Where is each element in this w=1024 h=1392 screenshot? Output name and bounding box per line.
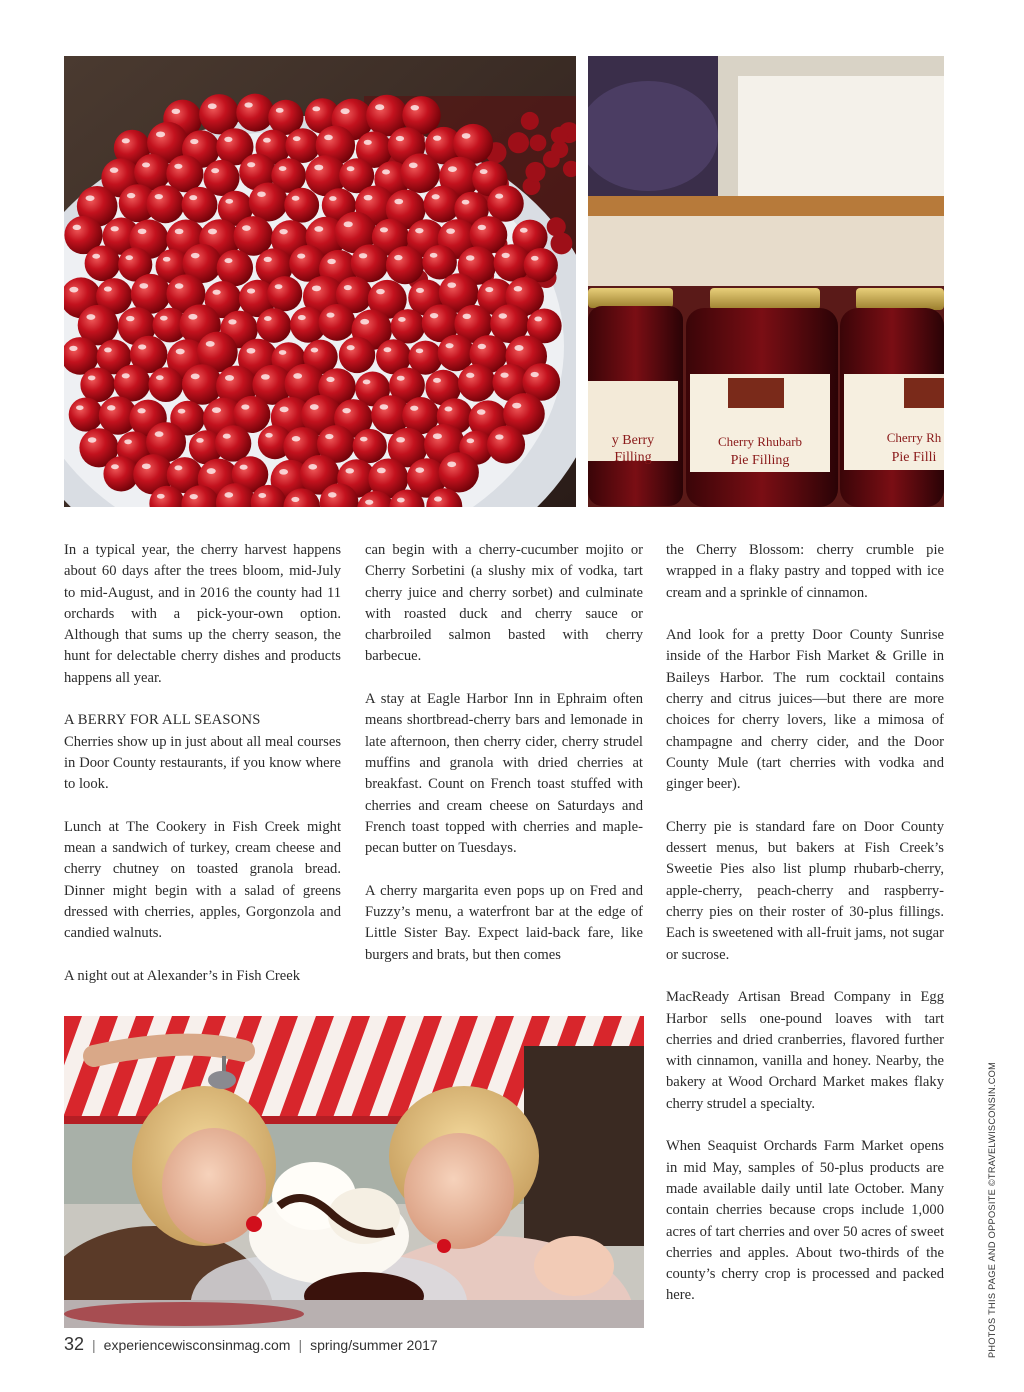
cherry-highlight (206, 341, 215, 347)
cherry-highlight (377, 468, 386, 474)
jar-right-label-line2: Pie Filli (891, 450, 937, 465)
cherry-highlight (446, 343, 454, 348)
cherry-highlight (247, 162, 255, 167)
jar-right-label-line1: Cherry Rh (886, 430, 942, 445)
cherry-highlight (107, 405, 115, 410)
cherry-highlight (279, 350, 287, 355)
cherry (146, 185, 184, 223)
text-column-3 (666, 540, 944, 1328)
cherry-highlight (208, 103, 217, 109)
cherry-highlight (86, 195, 95, 201)
cherry-highlight (344, 221, 353, 227)
cherry-highlight (327, 259, 335, 264)
cherry-highlight (397, 498, 405, 503)
paragraph: A night out at Alexander’s in Fish Creek (64, 967, 301, 984)
cherry-highlight (500, 372, 508, 377)
cherry-highlight (410, 406, 418, 411)
cherry-highlight (446, 228, 455, 234)
cherry-highlight (531, 372, 539, 377)
cherry-highlight (396, 136, 404, 141)
cherry-highlight (328, 492, 337, 497)
cherry-highlight (138, 344, 146, 349)
cherry (80, 367, 115, 402)
cherry-highlight (433, 433, 442, 439)
cherry-highlight (224, 258, 232, 263)
cherry-highlight (138, 229, 147, 235)
cherry-highlight (189, 195, 197, 200)
cherry-highlight (398, 317, 406, 322)
cherry-highlight (155, 431, 164, 437)
cherry-highlight (415, 228, 423, 233)
page-number: 32 (64, 1334, 85, 1354)
cherry (353, 429, 387, 463)
cherry-highlight (124, 439, 132, 444)
cherry-highlight (312, 285, 321, 291)
cherry-highlight (447, 282, 456, 288)
cherry-highlight (324, 135, 333, 141)
cherry-highlight (176, 349, 185, 355)
cherry (521, 112, 539, 130)
footer-issue: spring/summer 2017 (310, 1337, 438, 1353)
cherry-highlight (175, 229, 184, 235)
cherry-highlight (365, 500, 373, 505)
cherry-highlight (499, 313, 508, 318)
cherry-highlight (264, 257, 272, 262)
cherry (249, 183, 288, 222)
cherry-highlight (462, 200, 470, 205)
cherry-highlight (190, 494, 198, 499)
cherry (284, 188, 319, 223)
cherry (351, 244, 389, 282)
cherries-photo-graphic (64, 56, 576, 507)
cherry-highlight (326, 312, 334, 317)
cherry-highlight (478, 225, 486, 230)
cherry (487, 185, 523, 221)
cherry (85, 246, 121, 282)
cherry-highlight (297, 254, 305, 259)
cherry-highlight (463, 314, 471, 319)
cherry-highlight (155, 194, 163, 199)
cherry (114, 365, 151, 402)
cherry-highlight (175, 283, 184, 288)
cherry (439, 452, 479, 492)
jar-left-label-line1: y Berry (611, 433, 655, 448)
cherry-highlight (276, 108, 284, 113)
cherries-bowl-photo (64, 56, 576, 507)
cherry-highlight (110, 167, 119, 172)
cherry-highlight (467, 438, 475, 443)
cherry (508, 132, 529, 153)
cherry-highlight (416, 348, 424, 353)
cherry-highlight (376, 289, 385, 294)
cherry-highlight (360, 437, 368, 442)
cherry-highlight (430, 253, 438, 258)
cherry-highlight (416, 288, 424, 293)
cherry-highlight (326, 377, 334, 382)
cherry-highlight (462, 133, 471, 139)
photo-credit: PHOTOS THIS PAGE AND OPPOSITE ©TRAVELWISCONSIN.COM (987, 1061, 997, 1358)
paragraph: Lunch at The Cookery in Fish Creek might mean a sandwich of turkey, cream cheese and cherry chutney on toasted granola bread. Dinner might begin with a salad of greens dressed with cherries, apples, Gorgonzola and candied walnuts. (64, 818, 341, 942)
cherry (458, 364, 496, 402)
cherry-highlight (104, 348, 112, 353)
cherry-highlight (415, 467, 424, 473)
jar-left-label-line2: Filling (614, 450, 652, 465)
cherry (525, 162, 545, 182)
cherry-highlight (310, 404, 319, 410)
cherry-highlight (137, 408, 145, 413)
kids-photo-graphic (64, 1016, 644, 1328)
cherry-highlight (347, 166, 355, 171)
cherry-highlight (359, 253, 367, 258)
cherry-highlight (88, 437, 97, 442)
cherry-highlight (225, 199, 233, 204)
cherry-highlight (293, 136, 301, 141)
cherry (438, 335, 475, 372)
pie-filling-jars-photo (588, 56, 944, 507)
cherry-highlight (191, 253, 200, 258)
cherry-highlight (257, 191, 266, 196)
cherry-highlight (434, 497, 442, 502)
footer-separator: | (298, 1337, 303, 1353)
cherry (422, 245, 456, 279)
cherry-highlight (104, 287, 112, 292)
section-subhead: A BERRY FOR ALL SEASONS (64, 712, 261, 729)
paragraph: A cherry margarita even pops up on Fred and Fuzzy’s menu, a waterfront bar at the edge of Little Sister Bay. Expect laid-back fare, like burgers and brats, but then comes (365, 882, 643, 963)
paragraph: can begin with a cherry-cucumber mojito or Cherry Sorbetini (a slushy mix of vodka, tart cherry juice and cherry sorbet) and culminate with roasted duck and cherry sauce or charbroiled salmon basted with cherry barbecue. (365, 542, 643, 665)
cherry-highlight (211, 168, 219, 173)
cherry-highlight (174, 164, 182, 169)
cherry-highlight (478, 344, 486, 349)
cherry-highlight (244, 102, 252, 107)
cherry-highlight (325, 434, 333, 439)
cherry-highlight (208, 229, 217, 235)
text-column-2 (365, 540, 643, 987)
cherry-highlight (263, 138, 271, 143)
cherry-highlight (384, 347, 392, 352)
cherry-highlight (346, 468, 354, 473)
cherry-highlight (409, 163, 418, 169)
cherry-highlight (156, 375, 164, 380)
cherry-highlight (69, 287, 78, 293)
cherry-highlight (430, 313, 438, 318)
cherry-highlight (375, 104, 384, 110)
cherry-highlight (466, 373, 474, 378)
cherry (236, 94, 274, 132)
cherry (386, 246, 424, 284)
cherry-highlight (111, 226, 119, 231)
cherry-highlight (433, 378, 441, 383)
cherry (182, 187, 218, 223)
cherry (285, 128, 320, 163)
children-sundae-photo (64, 1016, 644, 1328)
cherry (319, 304, 356, 341)
cherry (400, 153, 440, 193)
cherry-highlight (340, 108, 349, 114)
cherry-highlight (448, 166, 457, 172)
cherry-highlight (223, 434, 231, 439)
cherry-highlight (156, 131, 165, 137)
cherry-highlight (444, 406, 452, 411)
cherry-highlight (360, 319, 369, 325)
cherry-highlight (495, 434, 503, 439)
cherry-highlight (247, 348, 256, 354)
cherry-highlight (126, 316, 134, 321)
cherry-highlight (142, 463, 151, 469)
cherry-highlight (329, 196, 336, 201)
cherry-highlight (157, 494, 165, 499)
cherry (148, 367, 183, 402)
cherry-highlight (433, 135, 441, 140)
cherry-highlight (247, 288, 255, 293)
cherry-highlight (495, 194, 503, 199)
cherry-highlight (314, 165, 323, 171)
cherry-highlight (314, 226, 323, 232)
cherry-highlight (188, 314, 197, 320)
cherry (217, 250, 253, 286)
cherry-highlight (86, 314, 95, 320)
cherry-highlight (228, 319, 236, 324)
cherry-highlight (344, 285, 352, 290)
cherry-highlight (347, 345, 355, 350)
cherry-highlight (432, 194, 440, 199)
footer-separator: | (92, 1337, 96, 1353)
cherry-highlight (279, 229, 287, 234)
cherry-highlight (122, 138, 130, 143)
cherry-highlight (174, 465, 182, 470)
cherry-highlight (477, 409, 486, 414)
cherry-highlight (213, 290, 221, 295)
cherry-highlight (76, 405, 84, 410)
cherry-highlight (311, 348, 319, 353)
cherry (69, 397, 103, 431)
text-column-1 (64, 540, 341, 1009)
cherry-highlight (207, 468, 216, 474)
paragraph: Cherry pie is standard fare on Door County dessert menus, but bakers at Fish Creek’s Sweetie Pies also list plump rhubarb-cherry, apple-cherry, peach-cherry and raspberry-cherry pies on their roster of 30-plus fillings. Each is sweetened with all-fruit jams, not sugar or sucrose. (666, 818, 944, 963)
cherry (551, 127, 568, 144)
cherry-highlight (265, 433, 273, 438)
cherry-highlight (485, 287, 493, 292)
cherry-highlight (466, 255, 474, 260)
jars-photo-graphic (588, 56, 944, 507)
paragraph: In a typical year, the cherry harvest happens about 60 days after the trees bloom, mid-July to mid-August, and in 2016 the county had 11 orchards with a pick-your-own option. Although that sums up the cherry season, the hunt for delectable cherry dishes and products happens all year. (64, 542, 341, 686)
cherry-highlight (142, 162, 150, 167)
cherry-highlight (111, 464, 119, 469)
cherry-highlight (382, 169, 390, 174)
paragraph: And look for a pretty Door County Sunrise inside of the Harbor Fish Market & Grille in Baileys Harbor. The rum cocktail contains cherry and citrus juices—but there are more choices for cherry lovers, like a mimosa of champagne and cherry cider, and the Door County Mule (tart cherries with vodka and ginger beer). (666, 627, 944, 793)
cherry-highlight (73, 225, 81, 230)
paragraph: A stay at Eagle Harbor Inn in Ephraim often means shortbread-cherry bars and lemonade in late afternoon, then cherry cider, cherry strudel muffins and granola with dried cherries at breakfast. Count on French toast stuffed with cherries and cream cheese on Saturdays and French toast topped with cherries and maple-pecan butter on Tuesdays. (365, 691, 643, 857)
cherry-highlight (394, 199, 403, 205)
jar-center-label-line1: Cherry Rhubarb (717, 434, 803, 449)
cherry-highlight (160, 316, 168, 321)
cherry-highlight (531, 256, 539, 261)
cherry-highlight (92, 254, 100, 259)
cherry-highlight (396, 437, 405, 443)
cherry-highlight (242, 225, 251, 231)
cherry-highlight (264, 316, 272, 321)
cherry (215, 425, 251, 461)
cherry-highlight (69, 346, 77, 351)
cherry-highlight (411, 105, 419, 110)
cherry-highlight (88, 375, 96, 380)
cherry-highlight (397, 376, 405, 381)
cherry-highlight (480, 169, 488, 174)
cherry-highlight (191, 374, 200, 380)
paragraph: Cherries show up in just about all meal courses in Door County restaurants, if you know where to look. (64, 733, 341, 793)
cherry-pile (64, 94, 576, 507)
paragraph: MacReady Artisan Bread Company in Egg Harbor sells one-pound loaves with tart cherries and dried cranberries, flavored further with cinnamon, vanilla and honey. Nearby, the bakery at Wood Orchard Market makes flaky cherry strudel a specialty. (666, 989, 944, 1112)
cherry-highlight (261, 374, 270, 380)
page-footer (64, 1334, 438, 1355)
cherry-highlight (514, 286, 522, 291)
cherry-highlight (364, 140, 372, 145)
cherry-highlight (190, 139, 198, 144)
cherry-highlight (178, 409, 186, 414)
cherry-highlight (122, 373, 130, 378)
cherry-highlight (279, 166, 287, 171)
cherry-highlight (212, 407, 221, 413)
cherry (257, 308, 292, 343)
cherry-highlight (163, 257, 171, 262)
cherry-highlight (172, 109, 181, 114)
cherry-highlight (534, 317, 542, 322)
cherry-highlight (258, 493, 266, 498)
cherry-highlight (224, 137, 232, 142)
cherry-highlight (447, 461, 456, 467)
cherry-highlight (502, 253, 510, 258)
cherry-highlight (364, 195, 373, 201)
paragraph: the Cherry Blossom: cherry crumble pie wrapped in a flaky pastry and topped with ice cream and a sprinkle of cinnamon. (666, 542, 944, 601)
cherry (391, 309, 425, 343)
cherry-highlight (125, 255, 133, 260)
cherry (530, 134, 547, 151)
cherry-highlight (342, 408, 350, 413)
cherry-highlight (127, 193, 135, 198)
cherry-highlight (224, 492, 233, 498)
cherry-highlight (292, 196, 300, 201)
cherry-highlight (298, 315, 306, 320)
cherry-highlight (280, 406, 289, 412)
cherry-highlight (225, 375, 234, 381)
cherry-highlight (380, 227, 388, 232)
cherry (547, 217, 566, 236)
cherry-highlight (293, 373, 302, 379)
cherry-highlight (380, 404, 389, 409)
cherry-highlight (240, 465, 248, 470)
cherry-highlight (275, 284, 283, 289)
cherry-highlight (363, 380, 371, 385)
cherry (543, 151, 560, 168)
cherry-highlight (139, 283, 148, 289)
cherry-highlight (312, 106, 320, 111)
cherry-highlight (308, 464, 317, 470)
cherry-highlight (196, 438, 203, 443)
cherry-highlight (241, 404, 249, 409)
footer-website: experiencewisconsinmag.com (103, 1337, 291, 1353)
cherry (267, 276, 302, 311)
cherry-highlight (520, 228, 528, 233)
cherry-highlight (292, 436, 301, 441)
cherry (524, 248, 558, 282)
jar-center-label-line2: Pie Filling (730, 453, 790, 468)
paragraph: When Seaquist Orchards Farm Market opens in mid May, samples of 50-plus products are made available daily until late October. Many contain cherries because crops include 1,000 acres of tart cherries and over 50 acres of sweet cherries and apples. About two-thirds of the county’s cherry crop is processed and packed here. (666, 1138, 944, 1304)
cherry-highlight (394, 255, 402, 260)
cherry (339, 337, 375, 373)
cherry-highlight (512, 403, 521, 409)
cherry (487, 426, 525, 464)
cherry-highlight (291, 497, 299, 502)
cherry-highlight (514, 345, 523, 351)
cherry-highlight (279, 469, 288, 475)
